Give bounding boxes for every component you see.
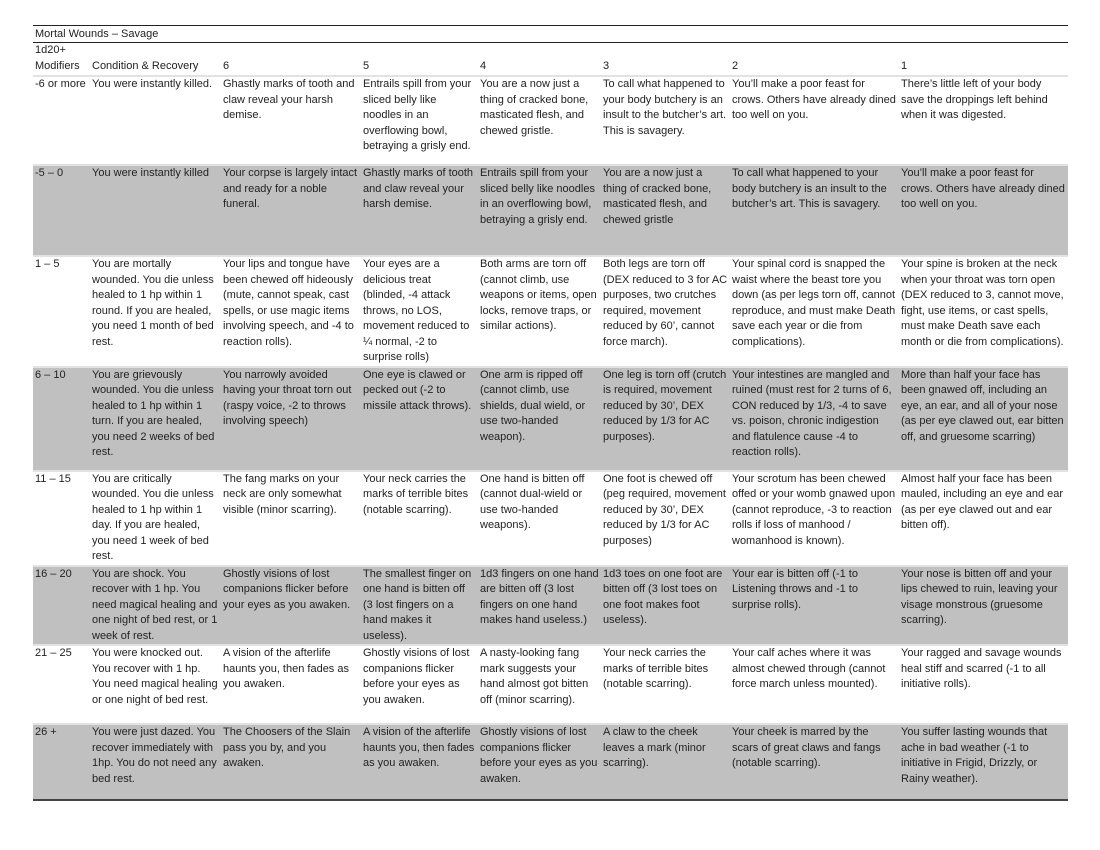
result-cell: A nasty-looking fang mark suggests your hand almost got bitten off (minor scarring). [478,645,601,724]
table-title: Mortal Wounds – Savage [33,25,1068,43]
result-cell: A vision of the afterlife haunts you, then fades as you awaken. [221,645,361,724]
result-cell: One foot is chewed off (peg required, movement reduced by 30’, DEX reduced by 1/3 for AC purposes) [601,471,730,566]
column-header: 4 [478,43,601,76]
result-cell: A claw to the cheek leaves a mark (minor scarring). [601,724,730,800]
result-cell: To call what happened to your body butchery is an insult to the butcher’s art. This is savagery. [730,165,899,256]
result-cell: Both arms are torn off (cannot climb, use weapons or items, open locks, remove traps, or similar actions). [478,256,601,367]
result-cell: Ghostly visions of lost companions flicker before your eyes as you awaken. [478,724,601,800]
result-cell: There’s little left of your body save the droppings left behind when it was digested. [899,76,1068,165]
modifier-cell: 21 – 25 [33,645,90,724]
result-cell: The Choosers of the Slain pass you by, and you awaken. [221,724,361,800]
column-header: 6 [221,43,361,76]
modifier-cell: -5 – 0 [33,165,90,256]
result-cell: 1d3 fingers on one hand are bitten off (3 lost fingers on one hand makes hand useless.) [478,566,601,646]
result-cell: Entrails spill from your sliced belly like noodles in an overflowing bowl, betraying a grisly end. [478,165,601,256]
result-cell: Your intestines are mangled and ruined (must rest for 2 turns of 6, CON reduced by 1/3, -4 to save vs. poison, chronic indigestion and flatulence cause -4 to reaction rolls). [730,367,899,471]
column-header: 5 [361,43,478,76]
condition-cell: You were just dazed. You recover immediately with 1hp. You do not need any bed rest. [90,724,221,800]
result-cell: Your nose is bitten off and your lips chewed to ruin, leaving your visage monstrous (gruesome scarring). [899,566,1068,646]
modifier-cell: -6 or more [33,76,90,165]
table-row [33,367,1068,471]
result-cell: Your spinal cord is snapped the waist where the beast tore you down (as per legs torn off, cannot reproduce, and must make Death save each year or die from complications). [730,256,899,367]
result-cell: You’ll make a poor feast for crows. Others have already dined too well on you. [899,165,1068,256]
result-cell: A vision of the afterlife haunts you, then fades as you awaken. [361,724,478,800]
condition-cell: You are grievously wounded. You die unless healed to 1 hp within 1 turn. If you are healed, you need 2 weeks of bed rest. [90,367,221,471]
modifier-cell: 16 – 20 [33,566,90,646]
condition-cell: You are shock. You recover with 1 hp. You need magical healing and one night of bed rest, or 1 week of rest. [90,566,221,646]
table-row [33,566,1068,646]
result-cell: Your eyes are a delicious treat (blinded, -4 attack throws, no LOS, movement reduced to ¼ normal, -2 to surprise rolls) [361,256,478,367]
table-row [33,645,1068,724]
result-cell: The smallest finger on one hand is bitten off (3 lost fingers on a hand makes it useless). [361,566,478,646]
result-cell: 1d3 toes on one foot are bitten off (3 lost toes on one foot makes foot useless). [601,566,730,646]
result-cell: You’ll make a poor feast for crows. Others have already dined too well on you. [730,76,899,165]
condition-cell: You are mortally wounded. You die unless healed to 1 hp within 1 round. If you are healed, you need 1 month of bed rest. [90,256,221,367]
table-row [33,165,1068,256]
modifier-cell: 26 + [33,724,90,800]
condition-cell: You were knocked out. You recover with 1 hp. You need magical healing or one night of bed rest. [90,645,221,724]
result-cell: Ghastly marks of tooth and claw reveal your harsh demise. [221,76,361,165]
result-cell: Your cheek is marred by the scars of great claws and fangs (notable scarring). [730,724,899,800]
table-row [33,724,1068,800]
result-cell: The fang marks on your neck are only somewhat visible (minor scarring). [221,471,361,566]
result-cell: Your lips and tongue have been chewed off hideously (mute, cannot speak, cast spells, or use magic items involving speech, and -4 to reaction rolls). [221,256,361,367]
result-cell: You are a now just a thing of cracked bone, masticated flesh, and chewed gristle. [478,76,601,165]
result-cell: Your calf aches where it was almost chewed through (cannot force march unless mounted). [730,645,899,724]
table-row [33,471,1068,566]
column-header: 1d20+ Modifiers [33,43,90,76]
result-cell: Almost half your face has been mauled, including an eye and ear (as per eye clawed out and ear bitten off). [899,471,1068,566]
column-header: 3 [601,43,730,76]
result-cell: Your neck carries the marks of terrible bites (notable scarring). [361,471,478,566]
modifier-cell: 11 – 15 [33,471,90,566]
result-cell: Ghostly visions of lost companions flicker before your eyes as you awaken. [221,566,361,646]
result-cell: Your ragged and savage wounds heal stiff and scarred (-1 to all initiative rolls). [899,645,1068,724]
result-cell: Your corpse is largely intact and ready for a noble funeral. [221,165,361,256]
result-cell: One leg is torn off (crutch is required, movement reduced by 30’, DEX reduced by 1/3 for AC purposes). [601,367,730,471]
result-cell: You suffer lasting wounds that ache in bad weather (-1 to initiative in Frigid, Drizzly, or Rainy weather). [899,724,1068,800]
result-cell: Your neck carries the marks of terrible bites (notable scarring). [601,645,730,724]
column-header: Condition & Recovery [90,43,221,76]
condition-cell: You were instantly killed. [90,76,221,165]
mortal-wounds-table [33,43,1068,801]
result-cell: Entrails spill from your sliced belly like noodles in an overflowing bowl, betraying a grisly end. [361,76,478,165]
result-cell: You are a now just a thing of cracked bone, masticated flesh, and chewed gristle [601,165,730,256]
document [33,25,1068,801]
result-cell: One eye is clawed or pecked out (-2 to missile attack throws). [361,367,478,471]
table-row [33,256,1068,367]
result-cell: To call what happened to your body butchery is an insult to the butcher’s art. This is savagery. [601,76,730,165]
column-header: 2 [730,43,899,76]
condition-cell: You are critically wounded. You die unless healed to 1 hp within 1 day. If you are healed, you need 1 week of bed rest. [90,471,221,566]
result-cell: Both legs are torn off (DEX reduced to 3 for AC purposes, two crutches required, movement reduced by 60’, cannot force march). [601,256,730,367]
result-cell: Ghostly visions of lost companions flicker before your eyes as you awaken. [361,645,478,724]
result-cell: You narrowly avoided having your throat torn out (raspy voice, -2 to throws involving speech) [221,367,361,471]
condition-cell: You were instantly killed [90,165,221,256]
table-row [33,76,1068,165]
header-row [33,43,1068,76]
modifier-cell: 1 – 5 [33,256,90,367]
modifier-cell: 6 – 10 [33,367,90,471]
result-cell: One hand is bitten off (cannot dual-wield or use two-handed weapons). [478,471,601,566]
result-cell: More than half your face has been gnawed off, including an eye, an ear, and all of your nose (as per eye clawed out, ear bitten off, and gruesome scarring) [899,367,1068,471]
result-cell: Your ear is bitten off (-1 to Listening throws and -1 to surprise rolls). [730,566,899,646]
result-cell: Your scrotum has been chewed offed or your womb gnawed upon (cannot reproduce, -3 to reaction rolls if loss of manhood / womanhood is known). [730,471,899,566]
result-cell: Ghastly marks of tooth and claw reveal your harsh demise. [361,165,478,256]
result-cell: One arm is ripped off (cannot climb, use shields, dual wield, or use two-handed weapon). [478,367,601,471]
result-cell: Your spine is broken at the neck when your throat was torn open (DEX reduced to 3, cannot move, fight, use items, or cast spells, must make Death save each month or die from complications). [899,256,1068,367]
column-header: 1 [899,43,1068,76]
